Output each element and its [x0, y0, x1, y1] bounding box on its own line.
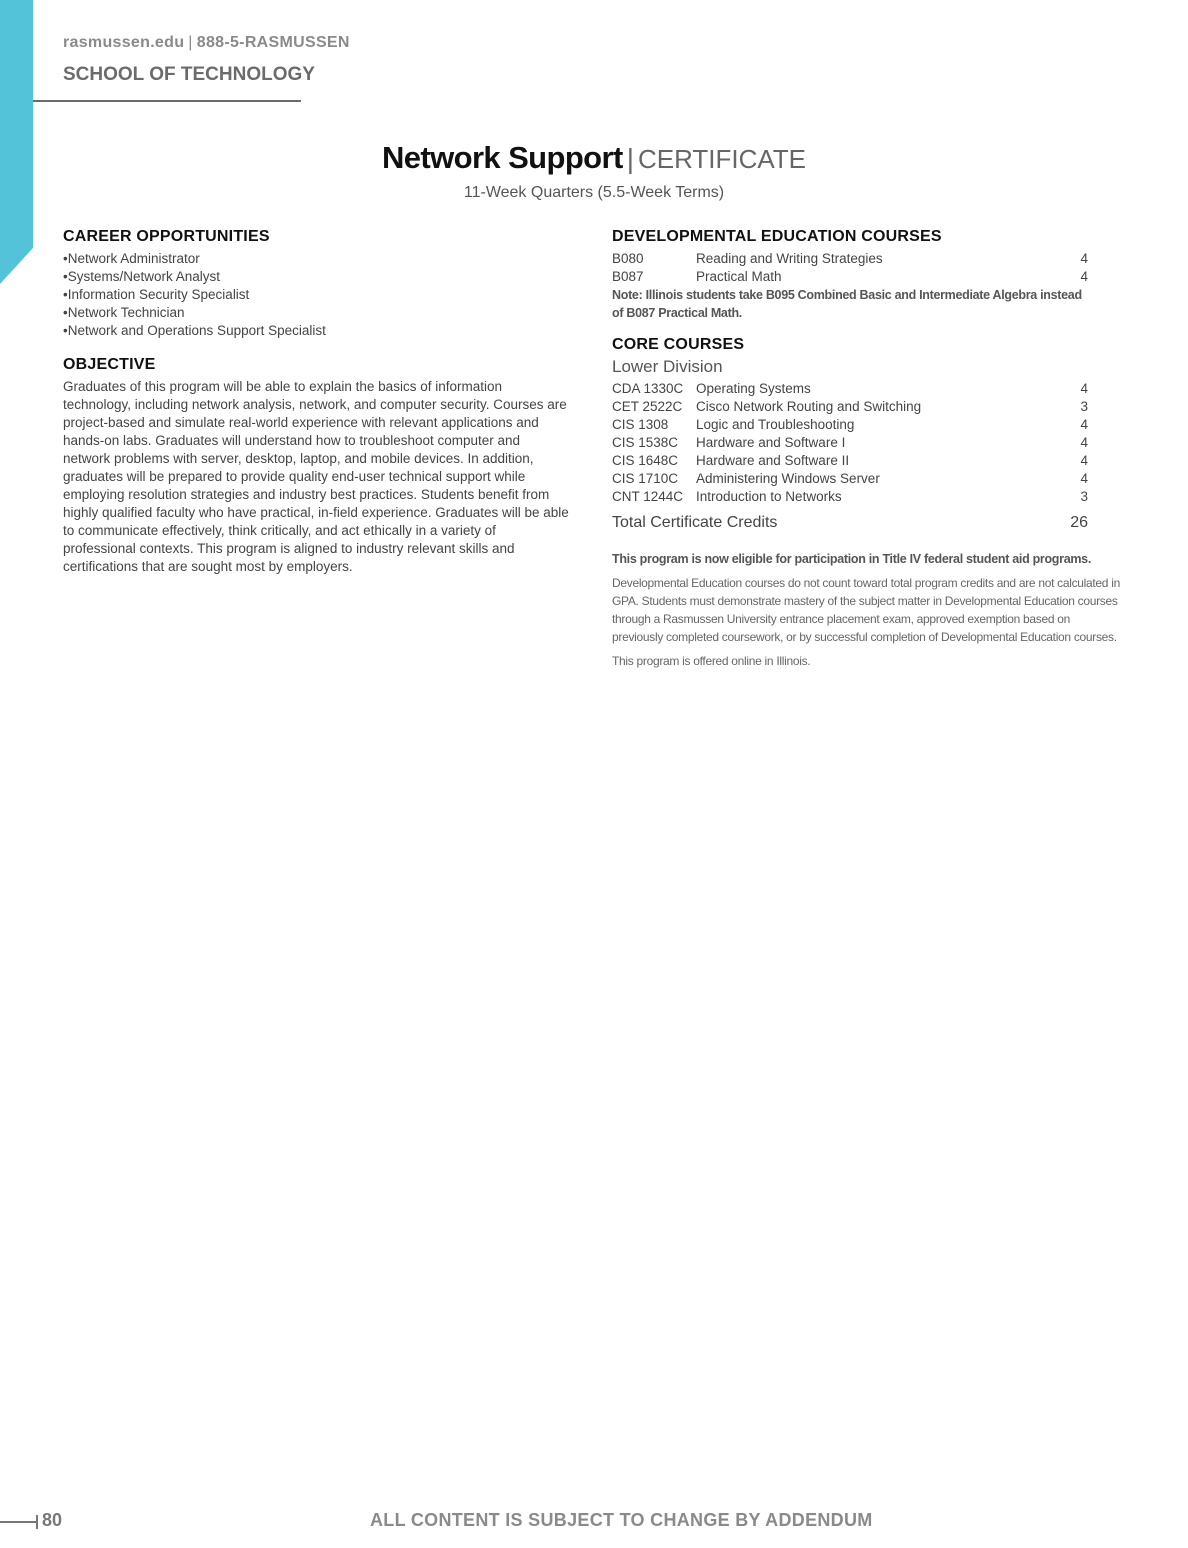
- course-name: Logic and Troubleshooting: [696, 417, 855, 432]
- table-row: [612, 250, 1088, 268]
- developmental-policy-note: Developmental Education courses do not count toward total program credits and are not calculated in GPA. Students must demonstrate mastery of the subject matter in Developmental Education courses through a Rasmussen University entrance placement exam, approved exemption based on previously completed coursework, or by successful completion of Developmental Education courses.: [612, 576, 1120, 644]
- list-item: • Information Security Specialist: [63, 286, 569, 304]
- footer-disclaimer: ALL CONTENT IS SUBJECT TO CHANGE BY ADDENDUM: [370, 1510, 873, 1530]
- course-credits: 4: [1080, 435, 1088, 450]
- career-list: [63, 250, 569, 340]
- header-separator: |: [188, 34, 193, 51]
- list-item: • Systems/Network Analyst: [63, 268, 569, 286]
- course-credits: 3: [1080, 399, 1088, 414]
- header-divider: [33, 100, 301, 102]
- site-link[interactable]: rasmussen.edu: [63, 34, 185, 51]
- course-name: Cisco Network Routing and Switching: [696, 399, 922, 414]
- core-course-list: [612, 380, 1120, 506]
- program-type: CERTIFICATE: [637, 144, 807, 174]
- developmental-heading: DEVELOPMENTAL EDUCATION COURSES: [612, 228, 942, 245]
- program-schedule: 11-Week Quarters (5.5-Week Terms): [463, 184, 725, 201]
- header-contact: [63, 34, 350, 52]
- table-row: [612, 470, 1088, 488]
- page-number: 80: [42, 1510, 63, 1530]
- course-code: B087: [612, 269, 644, 284]
- course-name: Hardware and Software I: [696, 435, 846, 450]
- course-code: B080: [612, 251, 644, 266]
- developmental-course-list: [612, 250, 1120, 286]
- table-row: [612, 380, 1088, 398]
- course-credits: 4: [1080, 471, 1088, 486]
- course-credits: 4: [1080, 269, 1088, 284]
- total-credits-label: Total Certificate Credits: [612, 514, 778, 531]
- course-credits: 4: [1080, 453, 1088, 468]
- table-row: [612, 398, 1088, 416]
- objective-text: Graduates of this program will be able to explain the basics of information technology, including network analysis, network, and computer security. Courses are project-based and simulate real-world experience with relevant applications and hands-on labs. Graduates will understand how to troubleshoot computer and network problems with server, desktop, laptop, and mobile devices. In addition, graduates will be prepared to provide quality end-user technical support while employing resolution strategies and industry best practices. Students benefit from highly qualified faculty who have practical, in-field experience. Graduates will be able to communicate effectively, think critically, and act ethically in a variety of professional contexts. This program is aligned to industry relevant skills and certifications that are sought most by employers.: [63, 379, 569, 574]
- total-credits-row: [612, 512, 1088, 534]
- table-row: [612, 452, 1088, 470]
- course-code: CET 2522C: [612, 399, 683, 414]
- objective-heading: OBJECTIVE: [63, 356, 156, 373]
- phone-number: 888-5-RASMUSSEN: [196, 34, 350, 51]
- table-row: [612, 488, 1088, 506]
- online-note: This program is offered online in Illinois.: [612, 654, 811, 668]
- right-column: [612, 226, 1120, 670]
- course-name: Operating Systems: [696, 381, 811, 396]
- total-credits-value: 26: [1070, 514, 1088, 531]
- course-code: CIS 1538C: [612, 435, 679, 450]
- title-separator: |: [626, 143, 634, 174]
- division-label: Lower Division: [612, 357, 723, 376]
- course-code: CIS 1648C: [612, 453, 679, 468]
- table-row: [612, 268, 1088, 286]
- developmental-note: Note: Illinois students take B095 Combined Basic and Intermediate Algebra instead of B087 Practical Math.: [612, 288, 1082, 320]
- course-code: CIS 1710C: [612, 471, 679, 486]
- school-name: SCHOOL OF TECHNOLOGY: [63, 64, 315, 85]
- eligibility-note: This program is now eligible for participation in Title IV federal student aid programs.: [612, 552, 1092, 566]
- footer-rule: [0, 1521, 36, 1523]
- core-heading: CORE COURSES: [612, 336, 745, 353]
- course-credits: 3: [1080, 489, 1088, 504]
- course-credits: 4: [1080, 417, 1088, 432]
- course-name: Practical Math: [696, 269, 782, 284]
- footer-tick: [36, 1515, 38, 1529]
- program-name: Network Support: [381, 140, 623, 175]
- course-code: CDA 1330C: [612, 381, 684, 396]
- table-row: [612, 416, 1088, 434]
- course-credits: 4: [1080, 381, 1088, 396]
- course-credits: 4: [1080, 251, 1088, 266]
- course-code: CNT 1244C: [612, 489, 684, 504]
- table-row: [612, 434, 1088, 452]
- course-code: CIS 1308: [612, 417, 669, 432]
- list-item: • Network Technician: [63, 304, 569, 322]
- left-column: [63, 226, 569, 576]
- course-name: Administering Windows Server: [696, 471, 880, 486]
- course-name: Reading and Writing Strategies: [696, 251, 883, 266]
- career-heading: CAREER OPPORTUNITIES: [63, 228, 270, 245]
- course-name: Introduction to Networks: [696, 489, 842, 504]
- list-item: • Network and Operations Support Specialist: [63, 322, 569, 340]
- page-title: [0, 140, 1188, 176]
- course-name: Hardware and Software II: [696, 453, 850, 468]
- list-item: • Network Administrator: [63, 250, 569, 268]
